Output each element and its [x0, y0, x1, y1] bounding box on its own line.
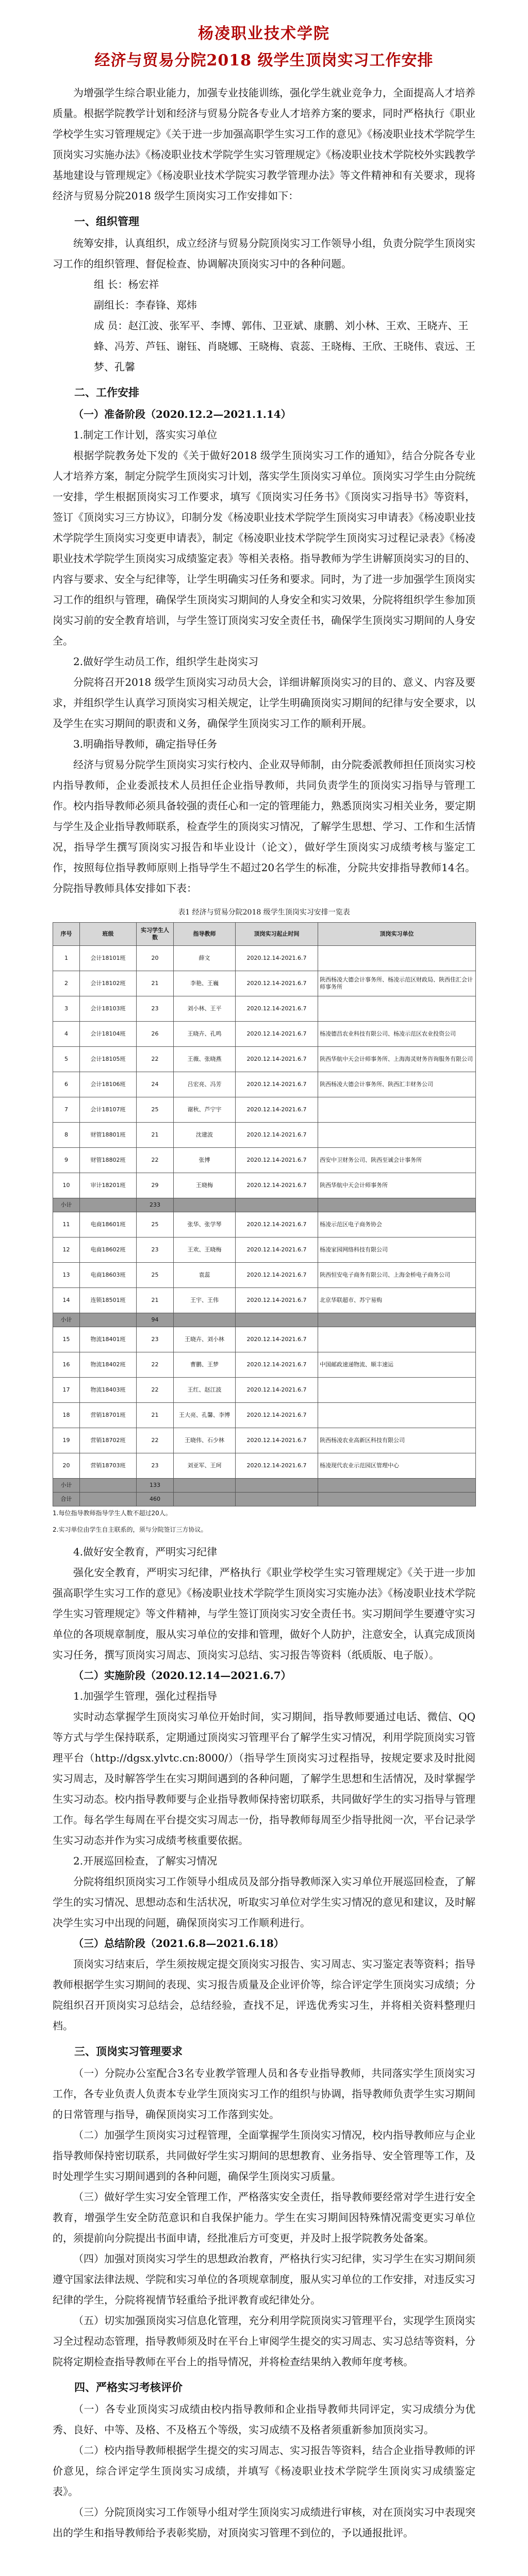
table-cell: 2020.12.14-2021.6.7 — [236, 1378, 318, 1403]
table-header-cell: 序号 — [53, 923, 80, 946]
table-cell: 17 — [53, 1378, 80, 1403]
table-cell: 营销18702班 — [80, 1428, 137, 1453]
table-cell — [318, 1327, 476, 1352]
table-cell: 陕西恒安电子商务有限公司、上海金桥电子商务公司 — [318, 1263, 476, 1288]
table-cell: 物流18402班 — [80, 1352, 137, 1378]
item-heading: 1.加强学生管理，强化过程指导 — [73, 1690, 218, 1702]
table-cell: 杨凌德昌农业科技有限公司、杨凌示范区农业投资公司 — [318, 1022, 476, 1047]
table-cell: 15 — [53, 1327, 80, 1352]
table-cell: 物流18401班 — [80, 1327, 137, 1352]
sections-part1 — [53, 210, 475, 899]
table-cell: 23 — [137, 1453, 174, 1479]
table-row — [53, 1288, 476, 1313]
table-cell — [318, 1378, 476, 1403]
table-row — [53, 1173, 476, 1198]
section-heading: 四、严格实习考核评价 — [74, 2381, 183, 2394]
item-heading: 3.明确指导教师，确定指导任务 — [73, 738, 218, 750]
table-cell: 21 — [137, 971, 174, 996]
table-cell: 21 — [137, 1288, 174, 1313]
table-cell: 2020.12.14-2021.6.7 — [236, 1352, 318, 1378]
table-cell: 25 — [137, 1263, 174, 1288]
table-cell: 电商18602班 — [80, 1238, 137, 1263]
subsection-heading: （二）实施阶段（2020.12.14—2021.6.7） — [73, 1669, 291, 1682]
table-cell: 王晓伟、石少林 — [174, 1428, 236, 1453]
table-row — [53, 1148, 476, 1173]
table-cell: 6 — [53, 1072, 80, 1097]
intro-block — [53, 82, 475, 206]
section-heading: 一、组织管理 — [74, 215, 139, 228]
table-cell: 22 — [137, 1352, 174, 1378]
body-paragraph: 强化安全教育，严明实习纪律，严格执行《职业学校学生实习管理规定》《关于进一步加强高职学生实习工作的意见》《杨凌职业技术学院学生顶岗实习实施办法》《杨凌职业技术学院学生实习管理规定》等文件精神，与学生签订顶岗实习安全责任书。实习期间学生要遵守实习单位的各项规章制度，服从实习单位的安排和管理，做好个人防护，注意安全，认真完成顶岗实习任务，撰写顶岗实习周志、顶岗实习总结、实习报告等资料（纸质版、电子版）。 — [53, 1566, 475, 1661]
table-cell: 24 — [137, 1072, 174, 1097]
item-heading: 1.制定工作计划，落实实习单位 — [73, 429, 218, 441]
subtotal-row — [53, 1198, 476, 1212]
table-cell: 23 — [137, 1327, 174, 1352]
table-cell: 2020.12.14-2021.6.7 — [236, 1047, 318, 1072]
table-cell: 460 — [137, 1493, 174, 1506]
table-cell: 133 — [137, 1479, 174, 1493]
table-cell: 小计 — [53, 1479, 80, 1493]
table-cell: 张博 — [174, 1148, 236, 1173]
table-cell: 中国邮政速递物流、顺丰速运 — [318, 1352, 476, 1378]
table-cell — [174, 1198, 236, 1212]
body-paragraph: 统筹安排，认真组织，成立经济与贸易分院顶岗实习工作领导小组，负责分院学生顶岗实习工作的组织管理、督促检查、协调解决顶岗实习中的各种问题。 — [53, 237, 475, 270]
table-note: 1.每位指导教师指导学生人数不超过20人。 — [53, 1510, 172, 1517]
sections-part2 — [53, 1541, 475, 2543]
table-cell: 陕西杨凌大德会计事务所、陕西汇丰财务公司 — [318, 1072, 476, 1097]
table-cell: 曹鹏、王梦 — [174, 1352, 236, 1378]
table-cell: 吕宏亮、冯芳 — [174, 1072, 236, 1097]
table-cell: 2020.12.14-2021.6.7 — [236, 1123, 318, 1148]
table-cell: 233 — [137, 1198, 174, 1212]
table-cell: 电商18601班 — [80, 1212, 137, 1238]
table-cell: 王欢、王晓梅 — [174, 1238, 236, 1263]
table-cell: 2020.12.14-2021.6.7 — [236, 1428, 318, 1453]
table-cell: 袁蕊 — [174, 1263, 236, 1288]
table-row — [53, 1453, 476, 1479]
table-cell: 王晓卉、孔鸣 — [174, 1022, 236, 1047]
table-cell: 陕西华航中天会计师事务所 — [318, 1173, 476, 1198]
table-cell: 刘亚军、王珂 — [174, 1453, 236, 1479]
table-cell: 2020.12.14-2021.6.7 — [236, 1327, 318, 1352]
table-cell — [318, 1313, 476, 1327]
table-cell: 沈建波 — [174, 1123, 236, 1148]
table-cell: 会计18103班 — [80, 996, 137, 1022]
table-cell: 20 — [53, 1453, 80, 1479]
table-cell: 2020.12.14-2021.6.7 — [236, 1288, 318, 1313]
table-cell — [236, 1313, 318, 1327]
table-cell: 西安中卫财务公司、陕西至诚会计事务所 — [318, 1148, 476, 1173]
table-cell: 会计18106班 — [80, 1072, 137, 1097]
table-cell: 1 — [53, 946, 80, 971]
table-cell — [318, 1198, 476, 1212]
table-cell: 李艳、王巍 — [174, 971, 236, 996]
table-cell: 2020.12.14-2021.6.7 — [236, 1403, 318, 1428]
table-cell: 杨凌现代农业示范园区管理中心 — [318, 1453, 476, 1479]
table-row — [53, 1022, 476, 1047]
table-cell — [318, 1123, 476, 1148]
committee-member-line: 成 员：赵江波、张军平、李博、郭伟、卫亚斌、康鹏、刘小林、王欢、王晓卉、王蜂、冯芳、芦钰、谢钰、肖晓娜、王晓梅、袁蕊、王晓梅、王欣、王晓伟、袁远、王梦、孔馨 — [94, 319, 475, 373]
body-paragraph: （四）加强对顶岗实习学生的思想政治教育，严格执行实习纪律，实习学生在实习期间须遵守国家法律法规、学院和实习单位的各项规章制度，服从实习单位的工作安排，对违反实习纪律的学生，分院将视情节轻重给予批评教育或纪律处分。 — [53, 2252, 475, 2306]
table-row — [53, 1072, 476, 1097]
table-row — [53, 946, 476, 971]
table-cell: 2020.12.14-2021.6.7 — [236, 1072, 318, 1097]
table-cell: 2020.12.14-2021.6.7 — [236, 1212, 318, 1238]
table-cell: 2020.12.14-2021.6.7 — [236, 1022, 318, 1047]
table-row — [53, 1097, 476, 1123]
body-paragraph: （五）切实加强顶岗实习信息化管理，充分利用学院顶岗实习管理平台，实现学生顶岗实习全过程动态管理，指导教师须及时在平台上审阅学生提交的实习周志、实习总结等资料，分院将定期检查指导教师在平台上的指导情况，并将检查结果纳入教师年度考核。 — [53, 2314, 475, 2368]
subsection-heading: （一）准备阶段（2020.12.2—2021.1.14） — [73, 408, 291, 420]
body-paragraph: 经济与贸易分院学生顶岗实习实行校内、企业双导师制，由分院委派教师担任顶岗实习校内指导教师，企业委派技术人员担任企业指导教师，共同负责学生的顶岗实习指导与管理工作。校内指导教师必须具备较强的责任心和一定的管理能力，熟悉顶岗实习相关业务，要定期与学生及企业指导教师联系，检查学生的顶岗实习情况，了解学生思想、学习、工作和生活情况，指导学生撰写顶岗实习报告和毕业设计（论文），做好学生顶岗实习成绩考核与鉴定工作，按照每位指导教师原则上指导学生不超过20名学生的标准，分院共安排指导教师14名。分院指导教师具体安排如下表： — [53, 758, 475, 894]
committee-member-line: 副组长：李春锋、郑炜 — [94, 299, 197, 311]
body-paragraph: 分院将召开2018 级学生顶岗实习动员大会，详细讲解顶岗实习的目的、意义、内容及要求，并组织学生认真学习顶岗实习相关规定，让学生明确顶岗实习期间的纪律与安全要求，以及学生在实习期间的职责和义务，确保学生顶岗实习工作的顺利开展。 — [53, 676, 475, 730]
body-paragraph: （一）各专业顶岗实习成绩由校内指导教师和企业指导教师共同评定，实习成绩分为优秀、良好、中等、及格、不及格五个等级，实习成绩不及格者须重新参加顶岗实习。 — [53, 2403, 475, 2436]
body-paragraph: （二）加强学生顶岗实习过程管理，全面掌握学生顶岗实习情况，校内指导教师应与企业指导教师保持密切联系，共同做好学生实习期间的思想教育、业务指导、安全管理等工作，及时处理学生实习期间遇到的各种问题，确保学生顶岗实习质量。 — [53, 2129, 475, 2182]
table-cell: 王晓梅 — [174, 1173, 236, 1198]
table-row — [53, 1352, 476, 1378]
table-cell — [318, 1097, 476, 1123]
table-cell — [80, 1493, 137, 1506]
document-title-line2: 经济与贸易分院2018 级学生顶岗实习工作安排 — [94, 52, 434, 70]
table-cell: 3 — [53, 996, 80, 1022]
table-cell: 22 — [137, 1428, 174, 1453]
table-cell: 8 — [53, 1123, 80, 1148]
document-title-line1: 杨凌职业技术学院 — [198, 25, 330, 43]
total-row — [53, 1493, 476, 1506]
table-cell: 张华、张学琴 — [174, 1212, 236, 1238]
body-paragraph: （二）校内指导教师根据学生提交的实习周志、实习报告等资料，结合企业指导教师的评价意见，综合评定学生顶岗实习成绩，并填写《杨凌职业技术学院学生顶岗实习成绩鉴定表》。 — [53, 2444, 475, 2498]
table-cell: 会计18104班 — [80, 1022, 137, 1047]
table-cell: 18 — [53, 1403, 80, 1428]
internship-schedule-table — [53, 922, 476, 1506]
table-cell: 14 — [53, 1288, 80, 1313]
table-cell: 王红、赵江波 — [174, 1378, 236, 1403]
table-caption: 表1 经济与贸易分院2018 级学生顶岗实习安排一览表 — [178, 908, 350, 917]
table-cell — [318, 996, 476, 1022]
intro-paragraph: 为增强学生综合职业能力，加强专业技能训练，强化学生就业竞争力，全面提高人才培养质量。根据学院教学计划和经济与贸易分院各专业人才培养方案的要求，同时严格执行《职业学校学生实习管理规定》《关于进一步加强高职学生实习工作的意见》《杨凌职业技术学院学生顶岗实习实施办法》《杨凌职业技术学院学生实习管理规定》《杨凌职业技术学院校外实践教学基地建设与管理规定》《杨凌职业技术学院实习教学管理办法》等文件精神和有关要求，现将经济与贸易分院2018 级学生顶岗实习工作安排如下： — [53, 87, 475, 202]
table-cell: 5 — [53, 1047, 80, 1072]
section-heading: 三、顶岗实习管理要求 — [74, 2045, 183, 2058]
table-cell: 2020.12.14-2021.6.7 — [236, 1148, 318, 1173]
table-cell: 杨凌家园网络科技有限公司 — [318, 1238, 476, 1263]
table-cell: 王薇、张晓燕 — [174, 1047, 236, 1072]
table-cell: 22 — [137, 1047, 174, 1072]
table-cell: 11 — [53, 1212, 80, 1238]
table-cell: 21 — [137, 1123, 174, 1148]
table-cell: 审计18201班 — [80, 1173, 137, 1198]
body-paragraph: （三）分院顶岗实习工作领导小组对学生顶岗实习成绩进行审核，对在顶岗实习中表现突出的学生和指导教师给予表彰奖励，对顶岗实习管理不到位的，予以通报批评。 — [53, 2506, 475, 2539]
table-cell — [318, 946, 476, 971]
table-cell — [80, 1198, 137, 1212]
table-row — [53, 1212, 476, 1238]
table-cell — [174, 1493, 236, 1506]
table-cell — [318, 1479, 476, 1493]
table-cell: 2020.12.14-2021.6.7 — [236, 971, 318, 996]
document-body — [53, 21, 475, 2543]
table-header-cell: 实习学生人数 — [137, 923, 174, 946]
table-cell: 连锁18501班 — [80, 1288, 137, 1313]
table-cell: 财管18801班 — [80, 1123, 137, 1148]
table-cell: 王宇、王伟 — [174, 1288, 236, 1313]
table-cell — [318, 1493, 476, 1506]
table-cell: 合计 — [53, 1493, 80, 1506]
table-cell: 2020.12.14-2021.6.7 — [236, 996, 318, 1022]
table-header-cell: 顶岗实习单位 — [318, 923, 476, 946]
item-heading: 2.做好学生动员工作，组织学生赴岗实习 — [73, 655, 259, 668]
subsection-heading: （三）总结阶段（2021.6.8—2021.6.18） — [73, 1937, 284, 1950]
table-cell: 12 — [53, 1238, 80, 1263]
body-paragraph: 实时动态掌握学生顶岗实习单位开始时间，实习期间，指导教师要通过电话、微信、QQ 等方式与学生保持联系，定期通过顶岗实习管理平台了解学生实习情况，利用学院顶岗实习管理平台（http://dgsx.ylvtc.cn:8000/）（指导学生顶岗实习过程指导，按规定要求及时批阅实习周志，及时解答学生在实习期间遇到的各种问题，了解学生思想和生活情况，及时掌握学生实习动态。校内指导教师要与企业指导教师保持密切联系，共同做好学生的实习指导与管理工作。每名学生每周在平台提交实习周志一份，指导教师每周至少指导批阅一次，平台记录学生实习动态并作为实习成绩考核重要依据。 — [53, 1710, 475, 1846]
body-paragraph: 顶岗实习结束后，学生须按规定提交顶岗实习报告、实习周志、实习鉴定表等资料；指导教师根据学生实习期间的表现、实习报告质量及企业评价等，综合评定学生顶岗实习成绩；分院组织召开顶岗实习总结会，总结经验，查找不足，评选优秀实习生，并将相关资料整理归档。 — [53, 1958, 475, 2032]
table-cell: 刘小林、王平 — [174, 996, 236, 1022]
table-row — [53, 971, 476, 996]
table-cell — [236, 1198, 318, 1212]
section-heading: 二、工作安排 — [74, 386, 139, 399]
table-cell: 2 — [53, 971, 80, 996]
body-paragraph: 根据学院教务处下发的《关于做好2018 级学生顶岗实习工作的通知》，结合分院各专业人才培养方案，制定分院学生顶岗实习计划，落实学生顶岗实习单位。顶岗实习学生由分院统一安排，学生根据顶岗实习工作要求，填写《顶岗实习任务书》《顶岗实习指导书》等资料，签订《顶岗实习三方协议》，印制分发《杨凌职业技术学院学生顶岗实习申请表》《杨凌职业技术学院学生顶岗实习变更申请表》，制定《杨凌职业技术学院学生顶岗实习过程记录表》《杨凌职业技术学院学生顶岗实习成绩鉴定表》等相关表格。指导教师为学生讲解顶岗实习的目的、内容与要求、安全与纪律等，让学生明确实习任务和要求。同时，为了进一步加强学生顶岗实习工作的组织与管理，确保学生顶岗实习期间的人身安全和实习效果，分院将组织学生参加顶岗实习前的安全教育培训，与学生签订顶岗实习安全责任书，确保学生顶岗实习期间的人身安全。 — [53, 449, 475, 647]
body-paragraph: （一）分院办公室配合3名专业教学管理人员和各专业指导教师，共同落实学生顶岗实习工作，各专业负责人负责本专业学生顶岗实习工作的组织与协调，指导教师负责学生实习期间的日常管理与指导，确保顶岗实习工作落到实处。 — [53, 2067, 475, 2121]
table-cell: 2020.12.14-2021.6.7 — [236, 1097, 318, 1123]
table-header-cell: 班级 — [80, 923, 137, 946]
table-cell: 19 — [53, 1428, 80, 1453]
table-cell: 25 — [137, 1212, 174, 1238]
table-cell: 北京华联超市、苏宁易购 — [318, 1288, 476, 1313]
table-cell: 薛文 — [174, 946, 236, 971]
table-cell: 会计18101班 — [80, 946, 137, 971]
table-cell: 陕西杨凌大德会计事务所、杨凌示范区财政局、陕西佳汇会计师事务所 — [318, 971, 476, 996]
subtotal-row — [53, 1479, 476, 1493]
table-cell: 7 — [53, 1097, 80, 1123]
table-header-row — [53, 923, 476, 946]
table-cell: 会计18105班 — [80, 1047, 137, 1072]
table-cell: 王大亮、孔馨、李博 — [174, 1403, 236, 1428]
table-cell: 94 — [137, 1313, 174, 1327]
body-paragraph: 分院将组织顶岗实习工作领导小组成员及部分指导教师深入实习单位开展巡回检查，了解学生的实习情况、思想动态和生活状况，听取实习单位对学生实习情况的意见和建议，及时解决学生实习中出现的问题，确保顶岗实习工作顺利进行。 — [53, 1875, 475, 1929]
table-header-cell: 顶岗实习起止时间 — [236, 923, 318, 946]
table-cell: 王晓卉、刘小林 — [174, 1327, 236, 1352]
table-cell: 21 — [137, 1403, 174, 1428]
subtotal-row — [53, 1313, 476, 1327]
item-heading: 4.做好安全教育，严明实习纪律 — [73, 1546, 218, 1558]
table-cell: 杨凌示范区电子商务协会 — [318, 1212, 476, 1238]
table-cell: 22 — [137, 1378, 174, 1403]
table-cell: 22 — [137, 1148, 174, 1173]
table-cell: 25 — [137, 1097, 174, 1123]
table-cell: 小计 — [53, 1313, 80, 1327]
table-header-cell: 指导教师 — [174, 923, 236, 946]
table-cell: 2020.12.14-2021.6.7 — [236, 1238, 318, 1263]
item-heading: 2.开展巡回检查，了解实习情况 — [73, 1855, 218, 1867]
table-cell: 29 — [137, 1173, 174, 1198]
table-row — [53, 1123, 476, 1148]
table-cell — [80, 1479, 137, 1493]
committee-member-line: 组 长：杨宏祥 — [94, 278, 159, 291]
table-cell: 会计18102班 — [80, 971, 137, 996]
table-cell: 20 — [137, 946, 174, 971]
table-row — [53, 996, 476, 1022]
table-cell: 陕西华航中天会计师事务所、上海海灵财务咨询服务有限公司 — [318, 1047, 476, 1072]
table-cell: 9 — [53, 1148, 80, 1173]
table-row — [53, 1403, 476, 1428]
table-cell — [174, 1313, 236, 1327]
table-cell — [80, 1313, 137, 1327]
table-cell: 2020.12.14-2021.6.7 — [236, 1453, 318, 1479]
table-cell — [236, 1493, 318, 1506]
table-cell: 2020.12.14-2021.6.7 — [236, 1263, 318, 1288]
table-cell — [236, 1479, 318, 1493]
table-body — [53, 946, 476, 1506]
table-cell: 营销18703班 — [80, 1453, 137, 1479]
table-cell: 电商18603班 — [80, 1263, 137, 1288]
table-cell — [174, 1479, 236, 1493]
table-cell: 谢秋、芦宁宇 — [174, 1097, 236, 1123]
table-note: 2.实习单位由学生自主联系的，须与分院签订三方协议。 — [53, 1526, 207, 1533]
table-cell: 16 — [53, 1352, 80, 1378]
table-cell: 陕西杨凌农业高新区科技有限公司 — [318, 1428, 476, 1453]
table-cell: 会计18107班 — [80, 1097, 137, 1123]
table-notes — [53, 1509, 475, 1534]
table-row — [53, 1428, 476, 1453]
table-cell: 4 — [53, 1022, 80, 1047]
table-cell — [318, 1403, 476, 1428]
table-row — [53, 1238, 476, 1263]
table-cell: 2020.12.14-2021.6.7 — [236, 946, 318, 971]
table-cell: 23 — [137, 1238, 174, 1263]
table-row — [53, 1047, 476, 1072]
table-cell: 13 — [53, 1263, 80, 1288]
body-paragraph: （三）做好学生实习安全管理工作，严格落实安全责任，指导教师要经常对学生进行安全教育，增强学生安全防范意识和自我保护能力。学生在实习期间因特殊情况需变更实习单位的，须提前向分院提出书面申请，经批准后方可变更，并及时上报学院教务处备案。 — [53, 2191, 475, 2244]
table-row — [53, 1263, 476, 1288]
table-cell: 2020.12.14-2021.6.7 — [236, 1173, 318, 1198]
table-cell: 23 — [137, 996, 174, 1022]
table-cell: 小计 — [53, 1198, 80, 1212]
table-cell: 营销18701班 — [80, 1403, 137, 1428]
table-cell: 物流18403班 — [80, 1378, 137, 1403]
table-row — [53, 1327, 476, 1352]
table-row — [53, 1378, 476, 1403]
table-cell: 26 — [137, 1022, 174, 1047]
table-cell: 10 — [53, 1173, 80, 1198]
table-cell: 财管18802班 — [80, 1148, 137, 1173]
